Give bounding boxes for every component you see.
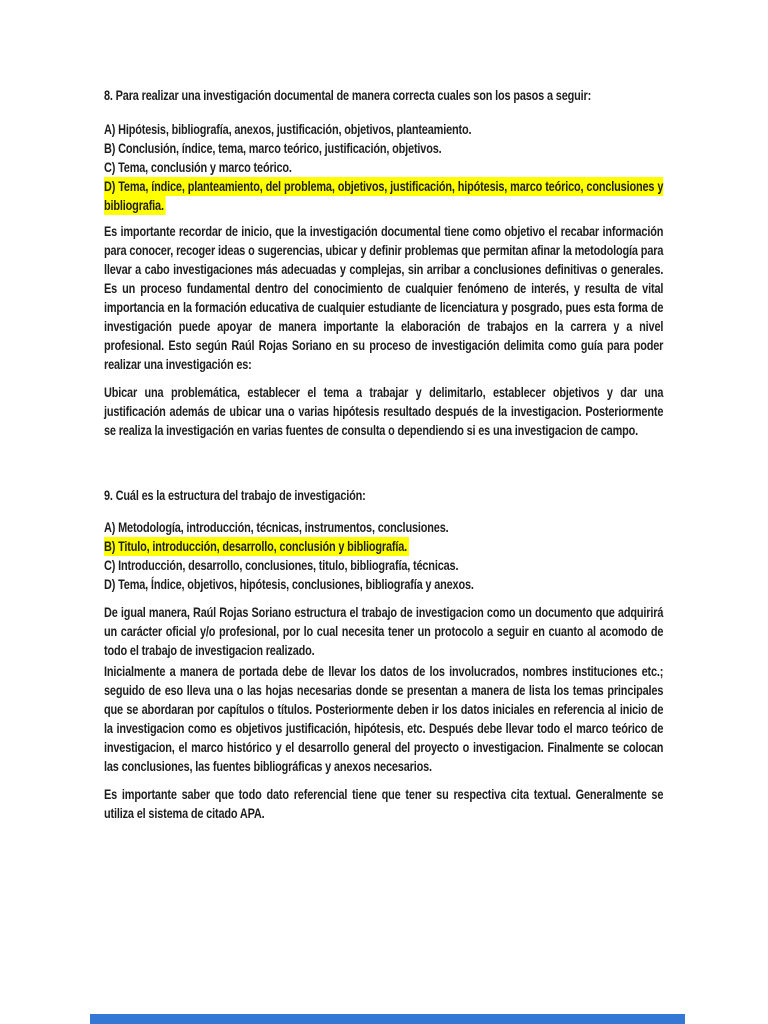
q8-option-d-highlight: D) Tema, índice, planteamiento, del problema, objetivos, justificación, hipótesis, marco teórico, conclusiones y bibliografia.	[104, 178, 664, 213]
paragraph-cita-apa: Es importante saber que todo dato referencial tiene que tener su respectiva cita textual. Generalmente se utiliza el sistema de citado APA.	[104, 786, 664, 821]
paragraph-estructura-trabajo: De igual manera, Raúl Rojas Soriano estructura el trabajo de investigacion como un documento que adquirirá un carácter oficial y/o profesional, por lo cual necesita tener un protocolo a seguir en cuanto al acomodo de todo el trabajo de investigacion realizado.	[104, 604, 664, 658]
q8-option-d-correct	[104, 177, 663, 215]
question-8-options	[104, 120, 663, 215]
paragraph-portada-detalle: Inicialmente a manera de portada debe de llevar los datos de los involucrados, nombres instituciones etc.; seguido de eso lleva una o las hojas necesarias donde se presentan a manera de lista los temas principales que se abordaran por capítulos o títulos. Posteriormente deben ir los datos iniciales en referencia al inicio de la investigacion como es objetivos justificación, hipótesis, etc. Después debe llevar todo el marco teórico de investigacion, el marco histórico y el desarrollo general del proyecto o investigacion. Finalmente se colocan las conclusiones, las fuentes bibliográficas y anexos necesarios.	[104, 663, 664, 774]
q8-option-b-text: B) Conclusión, índice, tema, marco teórico, justificación, objetivos.	[104, 140, 442, 156]
page-content	[104, 0, 666, 823]
question-8-title: 8. Para realizar una investigación documental de manera correcta cuales son los pasos a seguir:	[104, 87, 592, 103]
q9-option-b-highlight: B) Titulo, introducción, desarrollo, conclusión y bibliografía.	[104, 538, 408, 554]
paragraph-ubicar-problematica: Ubicar una problemática, establecer el tema a trabajar y delimitarlo, establecer objetivos y dar una justificación además de ubicar una o varias hipótesis resultado después de la investigacion. Posteriormente se realiza la investigación en varias fuentes de consulta o dependiendo si es una investigacion de campo.	[104, 384, 664, 438]
q8-option-b	[104, 139, 663, 158]
q8-option-c-text: C) Tema, conclusión y marco teórico.	[104, 159, 292, 175]
q8-option-a-text: A) Hipótesis, bibliografía, anexos, justificación, objetivos, planteamiento.	[104, 121, 472, 137]
question-9-options	[104, 518, 663, 594]
q9-option-a-text: A) Metodología, introducción, técnicas, instrumentos, conclusiones.	[104, 519, 449, 535]
text-column	[104, 0, 663, 823]
paragraph-documental-intro: Es importante recordar de inicio, que la investigación documental tiene como objetivo el recabar información para conocer, recoger ideas o sugerencias, ubicar y definir problemas que permitan afinar la metodología para llevar a cabo investigaciones más adecuadas y complejas, sin arribar a conclusiones definitivas o generales. Es un proceso fundamental dentro del conocimiento de cualquier fenómeno de interés, y resulta de vital importancia en la formación educativa de cualquier estudiante de licenciatura y posgrado, pues esta forma de investigación puede apoyar de manera importante la elaboración de trabajos en la carrera y a nivel profesional. Esto según Raúl Rojas Soriano en su proceso de investigación delimita como guía para poder realizar una investigación es:	[104, 223, 664, 372]
q9-option-b-correct	[104, 537, 663, 556]
q9-option-c-text: C) Introducción, desarrollo, conclusiones, titulo, bibliografía, técnicas.	[104, 557, 459, 573]
q8-option-c	[104, 158, 663, 177]
q8-option-a	[104, 120, 663, 139]
q9-option-d	[104, 575, 663, 594]
question-9-title: 9. Cuál es la estructura del trabajo de investigación:	[104, 487, 366, 503]
q9-option-d-text: D) Tema, Índice, objetivos, hipótesis, conclusiones, bibliografía y anexos.	[104, 576, 474, 592]
partial-table-header-bar	[90, 1014, 685, 1024]
q9-option-c	[104, 556, 663, 575]
q9-option-a	[104, 518, 663, 537]
